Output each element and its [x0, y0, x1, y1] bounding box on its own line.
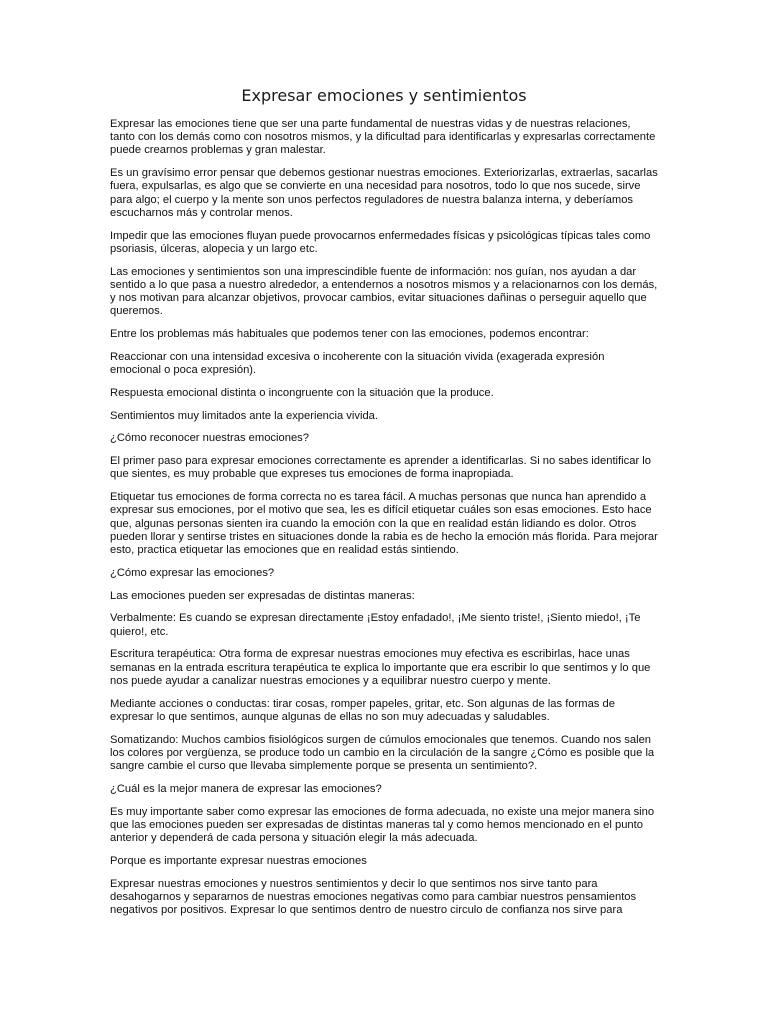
section-heading: Porque es importante expresar nuestras emociones — [110, 854, 367, 867]
document-body — [110, 118, 658, 927]
list-item: Respuesta emocional distinta o incongruente con la situación que la produce. — [110, 386, 494, 399]
section-heading: ¿Cómo reconocer nuestras emociones? — [110, 432, 309, 445]
paragraph: Etiquetar tus emociones de forma correcta no es tarea fácil. A muchas personas que nunca han aprendido a expresar sus emociones, por el motivo que sea, les es difícil etiquetar cuáles son esas emociones. Esto hace que, algunas personas sienten ira cuando la emoción con la que en realidad están lidiando es dolor. Otros pueden llorar y sentirse tristes en situaciones donde la rabia es de hecho la emoción más florida. Para mejorar esto, practica etiquetar las emociones que en realidad estás sintiendo. — [110, 491, 658, 557]
paragraph: Las emociones y sentimientos son una imprescindible fuente de información: nos guían, nos ayudan a dar sentido a lo que pasa a nuestro alrededor, a entendernos a nosotros mismos y a relacionarnos con los demás, y nos motivan para alcanzar objetivos, provocar cambios, evitar situaciones dañinas o perseguir aquello que queremos. — [110, 265, 658, 318]
list-item: Mediante acciones o conductas: tirar cosas, romper papeles, gritar, etc. Son algunas de las formas de expresar lo que sentimos, aunque algunas de ellas no son muy adecuadas y saludables. — [110, 697, 615, 723]
list-item: Escritura terapéutica: Otra forma de expresar nuestras emociones muy efectiva es escribirlas, hace unas semanas en la entrada escritura terapéutica te explica lo importante que era escribir lo que sentimos y lo que nos puede ayudar a canalizar nuestras emociones y a equilibrar nuestro cuerpo y mente. — [110, 648, 651, 687]
paragraph: Entre los problemas más habituales que podemos tener con las emociones, podemos encontrar: — [110, 328, 589, 341]
section-heading: ¿Cómo expresar las emociones? — [110, 566, 275, 579]
list-item: Verbalmente: Es cuando se expresan directamente ¡Estoy enfadado!, ¡Me siento triste!, ¡Siento miedo!, ¡Te quiero!, etc. — [110, 612, 641, 638]
section-heading: ¿Cuál es la mejor manera de expresar las emociones? — [110, 782, 382, 795]
list-item: Sentimientos muy limitados ante la experiencia vivida. — [110, 409, 379, 422]
paragraph: Las emociones pueden ser expresadas de distintas maneras: — [110, 589, 415, 602]
paragraph: Es un gravísimo error pensar que debemos gestionar nuestras emociones. Exteriorizarlas, extraerlas, sacarlas fuera, expulsarlas, es algo que se convierte en una necesidad para nosotros, todo lo que nos sucede, sirve para algo; el cuerpo y la mente son unos perfectos reguladores de nuestra balanza interna, y deberíamos escucharnos más y controlar menos. — [110, 167, 658, 219]
paragraph: El primer paso para expresar emociones correctamente es aprender a identificarlas. Si no sabes identificar lo que sientes, es muy probable que expreses tus emociones de forma inapropiada. — [110, 455, 651, 481]
paragraph: Impedir que las emociones fluyan puede provocarnos enfermedades físicas y psicológicas típicas tales como psoriasis, úlceras, alopecia y un largo etc. — [110, 229, 651, 255]
list-item: Somatizando: Muchos cambios fisiológicos surgen de cúmulos emocionales que tenemos. Cuando nos salen los colores por vergüenza, se produce todo un cambio en la circulación de la sangre ¿Cómo es posible que la sangre cambie el curso que llevaba simplemente porque se presenta un sentimiento?. — [110, 733, 655, 773]
paragraph: Expresar nuestras emociones y nuestros sentimientos y decir lo que sentimos nos sirve tanto para desahogarnos y separarnos de nuestras emociones negativas como para cambiar nuestros pensamientos negativos por positivos. Expresar lo que sentimos dentro de nuestro circulo de confianza nos sirve para — [110, 877, 637, 917]
paragraph: Expresar las emociones tiene que ser una parte fundamental de nuestras vidas y de nuestras relaciones, tanto con los demás como con nosotros mismos, y la dificultad para identificarlas y expresarlas correctamente puede crearnos problemas y gran malestar. — [110, 118, 656, 157]
document-title: Expresar emociones y sentimientos — [241, 86, 527, 105]
paragraph: Es muy importante saber como expresar las emociones de forma adecuada, no existe una mejor manera sino que las emociones pueden ser expresadas de distintas maneras tal y como hemos mencionado en el punto anterior y dependerá de cada persona y situación elegir la más adecuada. — [110, 805, 655, 845]
list-item: Reaccionar con una intensidad excesiva o incoherente con la situación vivida (exagerada expresión emocional o poca expresión). — [110, 350, 605, 377]
